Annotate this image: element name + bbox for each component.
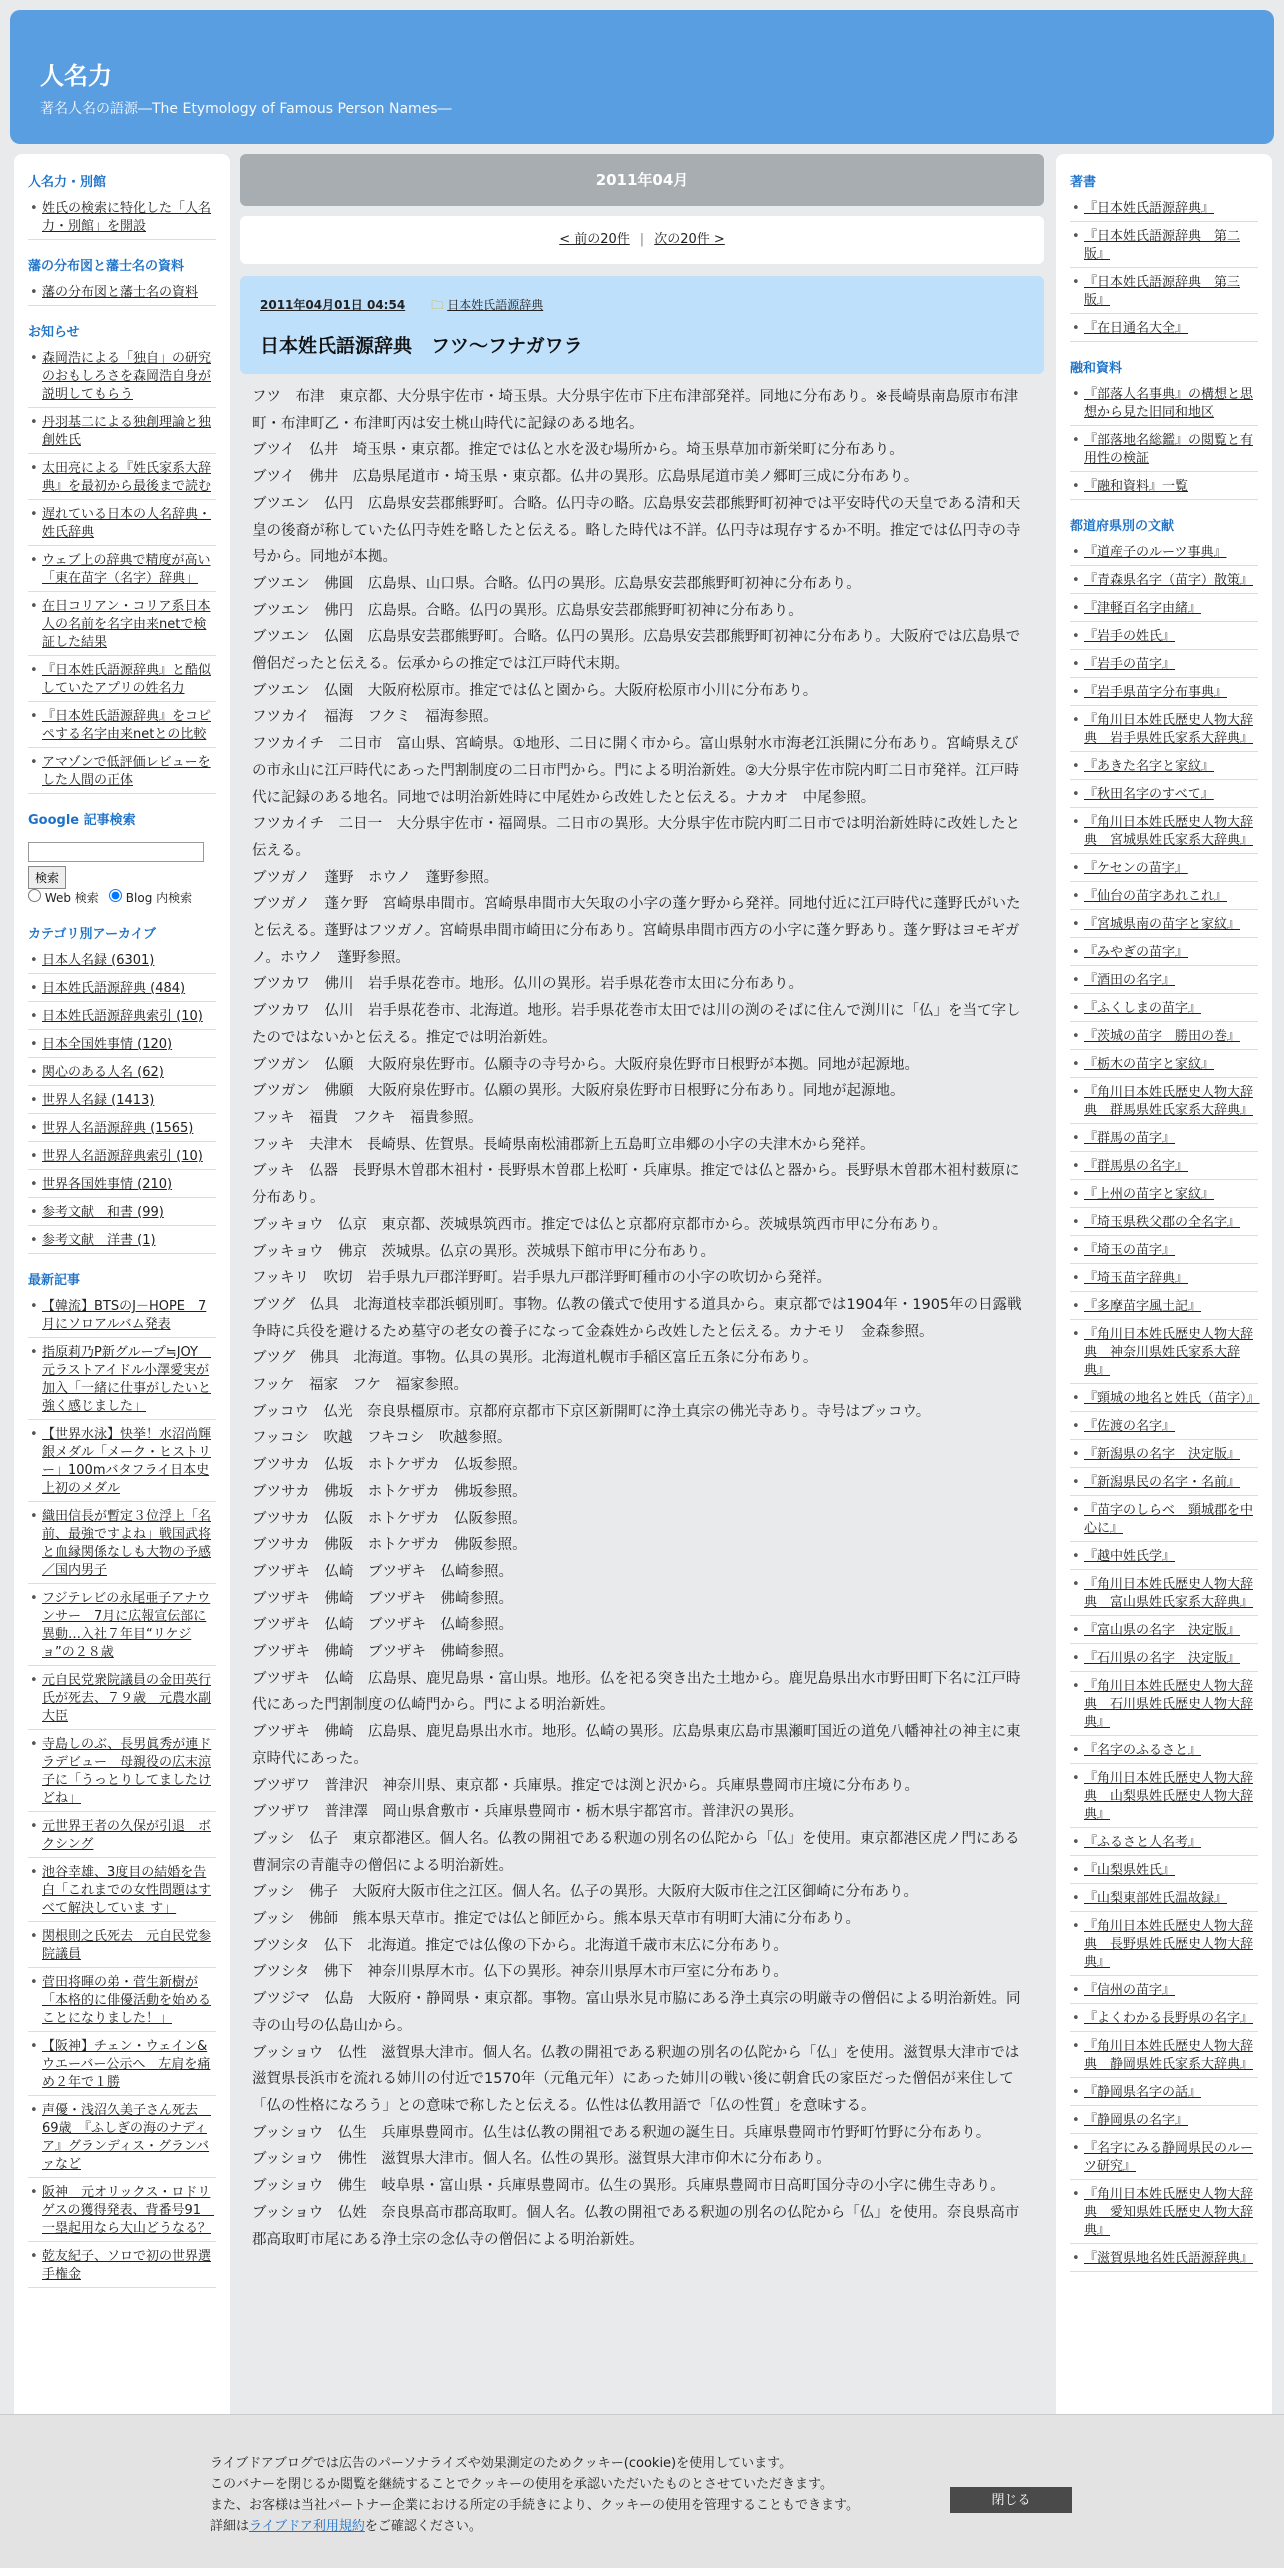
entry-paragraph: フッケ 福家 フケ 福家参照。 [252, 1377, 469, 1394]
sidebar-link[interactable]: 『角川日本姓氏歴史人物大辞典 宮城県姓氏家系大辞典』 [1084, 815, 1254, 848]
site-header [10, 10, 1274, 144]
list-item [28, 460, 216, 500]
sidebar-link[interactable]: 参考文献 洋書 (1) [42, 1233, 156, 1248]
entry-paragraph: フッキ 福貴 フクキ 福貴参照。 [252, 1109, 483, 1126]
list-item [1070, 1742, 1258, 1764]
sidebar-link[interactable]: 『角川日本姓氏歴史人物大辞典 静岡県姓氏家系大辞典』 [1084, 2039, 1254, 2072]
list-item [1070, 1130, 1258, 1152]
sidebar-link[interactable]: 『部落地名総鑑』の閲覧と有用性の検証 [1084, 433, 1254, 466]
list-item [28, 1036, 216, 1058]
sidebar-link[interactable]: 『仙台の苗字あれこれ』 [1084, 889, 1228, 904]
sidebar-link[interactable]: 日本人名録 (6301) [42, 953, 155, 968]
entry-paragraph: ブツイ 仏井 埼玉県・東京都。推定では仏と水を汲む場所から。埼玉県草加市新栄町に分布あり。 [252, 442, 904, 459]
sidebar-link[interactable]: 『頸城の地名と姓氏（苗字）』 [1084, 1391, 1260, 1406]
sidebar-link[interactable]: 『苗字のしらべ 頸城郡を中心に』 [1084, 1503, 1254, 1536]
list-item [28, 506, 216, 546]
sidebar-link[interactable]: 世界各国姓事情 (210) [42, 1177, 173, 1192]
entry-paragraph: ブツガン 仏願 大阪府泉佐野市。仏願寺の寺号から。大阪府泉佐野市日根野が本拠。同地が起源地。 [252, 1056, 919, 1073]
list-item [1070, 860, 1258, 882]
blog-search-radio[interactable]: Blog 内検索 [109, 891, 192, 905]
entry-paragraph: ブッシ 佛子 大阪府大阪市住之江区。個人名。仏子の異形。大阪府大阪市住之江区御崎に分布あり。 [252, 1884, 918, 1901]
section-heading: 藩の分布図と藩士名の資料 [28, 259, 185, 274]
terms-link[interactable]: ライブドア利用規約 [249, 2519, 365, 2534]
entry-paragraph: ブッショウ 仏姓 奈良県高市郡高取町。個人名。仏教の開祖である釈迦の別名の仏陀から「仏」を使用。奈良県高市郡高取町市尾にある浄土宗の念仏寺の僧侶による明治新姓。 [252, 2204, 1020, 2248]
sidebar-link[interactable]: 【阪神】チェン・ウェイン&ウエーバー公示へ 左肩を痛め２年で１勝 [42, 2039, 211, 2090]
entry-paragraph: ブッキョウ 仏京 東京都、茨城県筑西市。推定では仏と京都府京都市から。茨城県筑西市甲に分布あり。 [252, 1216, 947, 1233]
section-heading: カテゴリ別アーカイブ [28, 927, 157, 942]
sidebar-link[interactable]: フジテレビの永尾亜子アナウンサー 7月に広報宣伝部に異動…入社７年目“リケジョ”の２８歳 [42, 1591, 211, 1660]
section-heading: Google 記事検索 [28, 813, 136, 828]
sidebar-link[interactable]: 『新潟県民の名字・名前』 [1084, 1475, 1241, 1490]
sidebar-link[interactable]: 『越中姓氏学』 [1084, 1549, 1176, 1564]
list-item [1070, 1298, 1258, 1320]
sidebar-link[interactable]: 『宮城県南の苗字と家紋』 [1084, 917, 1241, 932]
list-item [1070, 1056, 1258, 1078]
sidebar-link[interactable]: 『道産子のルーツ事典』 [1084, 545, 1227, 560]
list-item [1070, 786, 1258, 808]
sidebar-link[interactable]: 『山梨東部姓氏温故録』 [1084, 1891, 1228, 1906]
list-item [1070, 758, 1258, 780]
list-item [1070, 2186, 1258, 2244]
list-item [1070, 1918, 1258, 1976]
sidebar-link[interactable]: 声優・浅沼久美子さん死去 69歳 『ふしぎの海のナディア』グランディス・グランバァなど [42, 2103, 212, 2172]
sidebar-link[interactable]: 『角川日本姓氏歴史人物大辞典 愛知県姓氏歴史人物大辞典』 [1084, 2187, 1254, 2238]
list-item [1070, 320, 1258, 342]
sidebar-link[interactable]: 『日本姓氏語源辞典』と酷似していたアプリの姓名力 [42, 663, 212, 696]
list-item [28, 1204, 216, 1226]
list-item [1070, 1650, 1258, 1672]
list-item [1070, 1502, 1258, 1542]
list-item [1070, 2084, 1258, 2106]
right-sidebar [1056, 154, 1272, 2568]
entry-paragraph: ブツイ 佛井 広島県尾道市・埼玉県・東京都。仏井の異形。広島県尾道市美ノ郷町三成に分布あり。 [252, 469, 919, 486]
sidebar-link[interactable]: 『青森県名字（苗字）散策』 [1084, 573, 1254, 588]
list-item [1070, 1474, 1258, 1496]
entry-paragraph: ブツエン 佛円 広島県。合略。仏円の異形。広島県安芸郡熊野町初神に分布あり。 [252, 602, 803, 619]
sidebar-link[interactable]: 『群馬の苗字』 [1084, 1131, 1176, 1146]
cookie-text: ライブドアブログでは広告のパーソナライズや効果測定のためクッキー(cookie)を使用しています。 [210, 2456, 793, 2471]
sidebar-link[interactable]: 関根則之氏死去 元自民党参院議員 [42, 1929, 212, 1962]
entry-paragraph: ブツジマ 仏島 大阪府・静岡県・東京都。事物。富山県氷見市脇にある浄土真宗の明厳寺の僧侶による明治新姓。同寺の山号の仏島山から。 [252, 1991, 1021, 2034]
entry-paragraph: フツカイ 福海 フクミ 福海参照。 [252, 709, 498, 726]
list-item [28, 1298, 216, 1338]
list-item [28, 1864, 216, 1922]
sidebar-link[interactable]: 【世界水泳】快挙！水沼尚輝銀メダル「メーク・ヒストリー」100mバタフライ日本史上初のメダル [42, 1427, 212, 1496]
sidebar-link[interactable]: 『よくわかる長野県の名字』 [1084, 2011, 1254, 2026]
link-list [28, 200, 216, 240]
entry-body [240, 384, 1044, 2253]
list-item [1070, 228, 1258, 268]
sidebar-link[interactable]: 関心のある人名 (62) [42, 1065, 164, 1080]
left-sidebar [14, 154, 230, 2568]
sidebar-link[interactable]: 『名字にみる静岡県民のルーツ研究』 [1084, 2141, 1254, 2174]
sidebar-link[interactable]: 『部落人名事典』の構想と思想から見た旧同和地区 [1084, 387, 1254, 420]
sidebar-link[interactable]: 菅田将暉の弟・菅生新樹が「本格的に俳優活動を始めることになりました！」 [42, 1975, 212, 2026]
link-list [1070, 200, 1258, 342]
entry-paragraph: ブッショウ 仏性 滋賀県大津市。個人名。仏教の開祖である釈迦の別名の仏陀から「仏」を使用。滋賀県大津市では滋賀県長浜市を流れる姉川の付近で1570年（元亀元年）にあった姉川の戦い後に朝倉氏の家臣だった僧侶が来住して「仏の性格になろう」との意味で称したと伝える。仏性は仏教用語で「仏の性質」を意味する。 [252, 2044, 1020, 2114]
section-heading: 著書 [1070, 175, 1097, 190]
sidebar-link[interactable]: 『信州の苗字』 [1084, 1983, 1176, 1998]
sidebar-link[interactable]: 『名字のふるさと』 [1084, 1743, 1202, 1758]
list-item [28, 1974, 216, 2032]
entry-paragraph: フッキ 夫津木 長崎県、佐賀県。長崎県南松浦郡新上五島町立串郷の小字の夫津木から発祥。 [252, 1136, 875, 1153]
list-item [28, 1590, 216, 1666]
list-item [1070, 888, 1258, 910]
sidebar-link[interactable]: 【韓流】BTSのJ－HOPE 7月にソロアルバム発表 [42, 1299, 207, 1332]
sidebar-link[interactable]: 『津軽百名字由緒』 [1084, 601, 1202, 616]
sidebar-link[interactable]: 森岡浩による「独自」の研究のおもしろさを森岡浩自身が説明してもらう [42, 351, 212, 402]
list-item [1070, 1622, 1258, 1644]
section-heading: 最新記事 [28, 1273, 81, 1288]
entry-paragraph: ブツザキ 仏崎 広島県、鹿児島県・富山県。地形。仏を祀る突き出た土地から。鹿児島県出水市野田町下名に江戸時代にあった門割制度の仏崎門から。門による明治新姓。 [252, 1670, 1021, 1714]
entry-paragraph: ブツグ 佛具 北海道。事物。仏具の異形。北海道札幌市手稲区富丘五条に分布あり。 [252, 1350, 818, 1367]
sidebar-link[interactable]: 『静岡県名字の話』 [1084, 2085, 1202, 2100]
list-item [1070, 916, 1258, 938]
entry-paragraph: ブツザキ 仏崎 ブツザキ 仏崎参照。 [252, 1563, 513, 1580]
list-item [1070, 544, 1258, 566]
sidebar-link[interactable]: 池谷幸雄、3度目の結婚を告白「これまでの女性問題はすべて解決していま す」 [42, 1865, 212, 1916]
sidebar-link[interactable]: 阪神 元オリックス・ロドリゲスの獲得発表、背番号91 一塁起用なら大山どうなる？ [42, 2185, 215, 2236]
entry-paragraph: ブツグ 仏具 北海道枝幸郡浜頓別町。事物。仏教の儀式で使用する道具から。東京都では1904年・1905年の日露戦争時に兵役を避けるため墓守の老女の養子になって金森姓から改姓したと伝える。カナモリ 金森参照。 [252, 1296, 1022, 1340]
entry-paragraph: フッコシ 吹越 フキコシ 吹越参照。 [252, 1430, 512, 1447]
sidebar-link[interactable]: 『岩手の姓氏』 [1084, 629, 1176, 644]
list-item [1070, 628, 1258, 650]
list-item [1070, 1158, 1258, 1180]
list-item [1070, 1028, 1258, 1050]
cookie-text: このバナーを閉じるか閲覧を継続することでクッキーの使用を承認いただいたものとさせていただきます。 [210, 2477, 833, 2492]
list-item [1070, 684, 1258, 706]
list-item [28, 1008, 216, 1030]
list-item [1070, 1000, 1258, 1022]
list-item [1070, 1446, 1258, 1468]
list-item [1070, 600, 1258, 622]
month-heading: 2011年04月 [240, 154, 1044, 206]
list-item [28, 598, 216, 656]
search-form [28, 838, 216, 908]
entry-paragraph: ブツエン 仏園 大阪府松原市。推定では仏と園から。大阪府松原市小川に分布あり。 [252, 682, 818, 699]
entry-paragraph: ブツシタ 佛下 神奈川県厚木市。仏下の異形。神奈川県厚木市戸室に分布あり。 [252, 1964, 788, 1981]
list-item [1070, 274, 1258, 314]
list-item [1070, 1890, 1258, 1912]
entry-category-link[interactable]: 日本姓氏語源辞典 [447, 298, 544, 312]
sidebar-link[interactable]: 『岩手の苗字』 [1084, 657, 1176, 672]
list-item [1070, 432, 1258, 472]
list-item [28, 1176, 216, 1198]
list-item [28, 200, 216, 240]
list-item [28, 1120, 216, 1142]
list-item [1070, 2010, 1258, 2032]
next-page-link[interactable]: 次の20件 > [654, 232, 725, 247]
sidebar-link[interactable]: 『角川日本姓氏歴史人物大辞典 群馬県姓氏家系大辞典』 [1084, 1085, 1254, 1118]
site-title[interactable]: 人名力 [40, 62, 112, 90]
sidebar-link[interactable]: 丹羽基二による独創理論と独創姓氏 [42, 415, 212, 448]
sidebar-link[interactable]: ウェブ上の辞典で精度が高い「東在苗字（名字）辞典」 [42, 553, 211, 586]
cookie-text: 詳細はライブドア利用規約をご確認ください。 [210, 2519, 482, 2534]
section-heading: お知らせ [28, 325, 80, 340]
sidebar-link[interactable]: 藩の分布図と藩士名の資料 [42, 285, 199, 300]
sidebar-link[interactable]: アマゾンで低評価レビューをした人間の正体 [42, 755, 211, 788]
entry-paragraph: ブツエン 佛圓 広島県、山口県。合略。仏円の異形。広島県安芸郡熊野町初神に分布あり。 [252, 575, 861, 592]
sidebar-link[interactable]: 元世界王者の久保が引退 ボクシング [42, 1819, 212, 1852]
list-item [1070, 2140, 1258, 2180]
sidebar-link[interactable]: 寺島しのぶ、長男眞秀が連ドラデビュー 母親役の広末涼子に「うっとりしてましたけどね」 [42, 1737, 212, 1806]
list-item [1070, 1862, 1258, 1884]
list-item [28, 1736, 216, 1812]
sidebar-link[interactable]: 『角川日本姓氏歴史人物大辞典 神奈川県姓氏家系大辞典』 [1084, 1327, 1254, 1378]
sidebar-link[interactable]: 『角川日本姓氏歴史人物大辞典 石川県姓氏歴史人物大辞典』 [1084, 1679, 1254, 1730]
entry-title: 日本姓氏語源辞典 フツ～フナガワラ [260, 335, 583, 357]
sidebar-link[interactable]: 『埼玉苗字辞典』 [1084, 1271, 1189, 1286]
sidebar-link[interactable]: 世界人名録 (1413) [42, 1093, 155, 1108]
pager: < 前の20件 | 次の20件 > [240, 216, 1044, 264]
list-item [28, 662, 216, 702]
entry-paragraph: ブツサカ 仏阪 ホトケザカ 仏阪参照。 [252, 1510, 527, 1527]
sidebar-link[interactable]: 『ケセンの苗字』 [1084, 861, 1188, 876]
sidebar-link[interactable]: 参考文献 和書 (99) [42, 1205, 164, 1220]
sidebar-link[interactable]: 『角川日本姓氏歴史人物大辞典 長野県姓氏歴史人物大辞典』 [1084, 1919, 1254, 1970]
sidebar-link[interactable]: 『角川日本姓氏歴史人物大辞典 山梨県姓氏歴史人物大辞典』 [1084, 1771, 1254, 1822]
sidebar-link[interactable]: 日本姓氏語源辞典索引 (10) [42, 1009, 203, 1024]
prev-page-link[interactable]: < 前の20件 [559, 232, 630, 247]
sidebar-link[interactable]: 世界人名語源辞典 (1565) [42, 1121, 194, 1136]
list-item [1070, 200, 1258, 222]
sidebar-link[interactable]: 『埼玉の苗字』 [1084, 1243, 1176, 1258]
entry-paragraph: ブツサカ 仏坂 ホトケザカ 仏坂参照。 [252, 1457, 527, 1474]
sidebar-link[interactable]: 『新潟県の名字 決定版』 [1084, 1447, 1241, 1462]
entry-paragraph: ブッシ 仏子 東京都港区。個人名。仏教の開祖である釈迦の別名の仏陀から「仏」を使用。東京都港区虎ノ門にある曹洞宗の青龍寺の僧侶による明治新姓。 [252, 1830, 1020, 1874]
sidebar-link[interactable]: 『融和資料』一覧 [1084, 479, 1189, 494]
entry-paragraph: ブツサカ 佛坂 ホトケザカ 佛坂参照。 [252, 1483, 527, 1500]
entry-paragraph: ブツエン 仏円 広島県安芸郡熊野町。合略。仏円寺の略。広島県安芸郡熊野町初神では平安時代の天皇である清和天皇の後裔が称していた仏円寺姓を略したと伝える。略した時代は不詳。仏円寺は現存するか不明。推定では仏円寺の寺号から。同地が本拠。 [252, 495, 1021, 566]
list-item [1070, 2250, 1258, 2272]
list-item [28, 1148, 216, 1170]
sidebar-link[interactable]: 『角川日本姓氏歴史人物大辞典 富山県姓氏家系大辞典』 [1084, 1577, 1254, 1610]
sidebar-link[interactable]: 『石川県の名字 決定版』 [1084, 1651, 1241, 1666]
list-item [28, 1928, 216, 1968]
list-item [28, 1818, 216, 1858]
list-item [28, 1064, 216, 1086]
list-item [28, 414, 216, 454]
sidebar-link[interactable]: 『ふるさと人名考』 [1084, 1835, 1202, 1850]
entry-paragraph: ブツザキ 仏崎 ブツザキ 仏崎参照。 [252, 1617, 513, 1634]
entry-paragraph: ブツザキ 佛崎 広島県、鹿児島県出水市。地形。仏崎の異形。広島県東広島市黒瀬町国近の道免八幡神社の神主に東京時代にあった。 [252, 1724, 1021, 1767]
list-item [28, 2038, 216, 2096]
entry-paragraph: ブツカワ 仏川 岩手県花巻市、北海道。地形。岩手県花巻市太田では川の渕のそばに住んで渕川に「仏」を当て字したのではないかと伝える。推定では明治新姓。 [252, 1003, 1021, 1046]
entry-paragraph: ブツザワ 普津澤 岡山県倉敷市・兵庫県豊岡市・栃木県宇都宮市。普津沢の異形。 [252, 1804, 803, 1821]
entry-paragraph: ブツシタ 仏下 北海道。推定では仏像の下から。北海道千歳市末広に分布あり。 [252, 1937, 788, 1954]
entry-paragraph: フツカイチ 二日一 大分県宇佐市・福岡県。二日市の異形。大分県宇佐市院内町二日市では明治新姓時に改姓したと伝える。 [252, 816, 1021, 859]
sidebar-link[interactable]: 乾友紀子、ソロで初の世界選手権金 [42, 2249, 212, 2282]
list-item [1070, 2038, 1258, 2078]
sidebar-link[interactable]: 『栃木の苗字と家紋』 [1084, 1057, 1215, 1072]
sidebar-link[interactable]: 日本全国姓事情 (120) [42, 1037, 173, 1052]
section-heading: 融和資料 [1070, 361, 1123, 376]
list-item [1070, 1326, 1258, 1384]
entry-paragraph: ブツエン 仏園 広島県安芸郡熊野町。合略。仏円の異形。広島県安芸郡熊野町初神に分布あり。大阪府では広島県で僧侶だったと伝える。伝承からの推定では江戸時代末期。 [252, 629, 1021, 673]
web-search-radio[interactable]: Web 検索 [28, 891, 99, 905]
cookie-text: また、お客様は当社パートナー企業における所定の手続きにより、クッキーの使用を管理することもできます。 [210, 2498, 859, 2513]
list-item [1070, 972, 1258, 994]
folder-icon: 🗀 [431, 298, 444, 312]
sidebar-link[interactable]: 『みやぎの苗字』 [1084, 945, 1189, 960]
category-list [28, 952, 216, 1254]
sidebar-link[interactable]: 姓氏の検索に特化した「人名力・別館」を開設 [42, 201, 212, 234]
entry-paragraph: ブツザワ 普津沢 神奈川県、東京都・兵庫県。推定では渕と沢から。兵庫県豊岡市庄境に分布あり。 [252, 1777, 919, 1794]
recent-articles-list [28, 1298, 216, 2288]
list-item [1070, 1770, 1258, 1828]
sidebar-link[interactable]: 『日本姓氏語源辞典 第三版』 [1084, 275, 1241, 308]
entry-header [240, 276, 1044, 374]
list-item [28, 2102, 216, 2178]
list-item [28, 284, 216, 306]
list-item [28, 1672, 216, 1730]
list-item [28, 1508, 216, 1584]
list-item [28, 1232, 216, 1254]
link-list [1070, 386, 1258, 500]
sidebar-link[interactable]: 『山梨県姓氏』 [1084, 1863, 1176, 1878]
cookie-banner [0, 2414, 1284, 2568]
sidebar-link[interactable]: 世界人名語源辞典索引 (10) [42, 1149, 203, 1164]
sidebar-link[interactable]: 『在日通名大全』 [1084, 321, 1189, 336]
section-heading: 都道府県別の文献 [1070, 519, 1175, 534]
sidebar-link[interactable]: 『佐渡の名字』 [1084, 1419, 1176, 1434]
sidebar-link[interactable]: 『秋田名字のすべて』 [1084, 787, 1214, 802]
entry-paragraph: ブツカワ 佛川 岩手県花巻市。地形。仏川の異形。岩手県花巻市太田に分布あり。 [252, 976, 803, 993]
list-item [28, 708, 216, 748]
sidebar-link[interactable]: 『日本姓氏語源辞典』をコピペする名字由来netとの比較 [42, 709, 212, 742]
list-item [1070, 1270, 1258, 1292]
sidebar-link[interactable]: 『日本姓氏語源辞典 第二版』 [1084, 229, 1241, 262]
entry-paragraph: ブツガン 佛願 大阪府泉佐野市。仏願の異形。大阪府泉佐野市日根野に分布あり。同地が起源地。 [252, 1083, 905, 1100]
entry-date-link[interactable]: 2011年04月01日 04:54 [260, 298, 406, 312]
entry-paragraph: フツカイチ 二日市 富山県、宮崎県。①地形、二日に開く市から。富山県射水市海老江浜開に分布あり。宮崎県えびの市永山に江戸時代にあった門割制度の二日市門から。門による明治新姓。②大分県宇佐市院内町二日市発祥。江戸時代に記録のある地名。同地では明治新姓時に中尾姓から改姓したと伝える。ナカオ 中尾参照。 [252, 736, 1019, 806]
sidebar-link[interactable]: 在日コリアン・コリア系日本人の名前を名字由来netで検証した結果 [42, 599, 211, 650]
list-item [28, 1344, 216, 1420]
sidebar-link[interactable]: 『酒田の名字』 [1084, 973, 1176, 988]
entry-paragraph: ブッシ 佛師 熊本県天草市。推定では仏と師匠から。熊本県天草市有明町大浦に分布あり。 [252, 1911, 860, 1928]
sidebar-link[interactable]: 『角川日本姓氏歴史人物大辞典 岩手県姓氏家系大辞典』 [1084, 713, 1254, 746]
list-item [1070, 1418, 1258, 1440]
list-item [28, 350, 216, 408]
list-item [1070, 1390, 1258, 1412]
list-item [1070, 1214, 1258, 1236]
list-item [1070, 944, 1258, 966]
list-item [28, 1092, 216, 1114]
section-heading: 人名力・別館 [28, 175, 107, 190]
entry-paragraph: ブッショウ 佛生 岐阜県・富山県・兵庫県豊岡市。仏生の異形。兵庫県豊岡市日高町国分寺の小字に佛生寺あり。 [252, 2178, 1005, 2195]
list-item [28, 552, 216, 592]
sidebar-link[interactable]: 指原莉乃P新グループ≒JOY 元ラストアイドル小澤愛実が加入「一緒に仕事がしたいと強く感じました」 [42, 1345, 212, 1414]
close-cookie-button[interactable]: 閉じる [950, 2487, 1072, 2513]
entry-paragraph: ブッコウ 仏光 奈良県橿原市。京都府京都市下京区新開町に浄土真宗の佛光寺あり。寺号はブッコウ。 [252, 1403, 931, 1420]
list-item [1070, 1084, 1258, 1124]
list-item [28, 1426, 216, 1502]
entry-paragraph: フッキリ 吹切 岩手県九戸郡洋野町。岩手県九戸郡洋野町種市の小字の吹切から発祥。 [252, 1270, 831, 1287]
entry-paragraph: ブツザキ 佛崎 ブツザキ 佛崎参照。 [252, 1590, 513, 1607]
list-item [1070, 478, 1258, 500]
sidebar-link[interactable]: 『上州の苗字と家紋』 [1084, 1187, 1215, 1202]
sidebar-link[interactable]: 『群馬県の名字』 [1084, 1159, 1189, 1174]
sidebar-link[interactable]: 遅れている日本の人名辞典・姓氏辞典 [42, 507, 212, 540]
list-item [28, 2248, 216, 2288]
entry-paragraph: ブッショウ 佛性 滋賀県大津市。個人名。仏性の異形。滋賀県大津市仰木に分布あり。 [252, 2151, 831, 2168]
list-item [1070, 1548, 1258, 1570]
list-item [28, 754, 216, 794]
list-item [1070, 1186, 1258, 1208]
sidebar-link[interactable]: 『岩手県苗字分布事典』 [1084, 685, 1228, 700]
sidebar-link[interactable]: 日本姓氏語源辞典 (484) [42, 981, 186, 996]
entry-paragraph: ブッショウ 仏生 兵庫県豊岡市。仏生は仏教の開祖である釈迦の誕生日。兵庫県豊岡市竹野町竹野に分布あり。 [252, 2124, 991, 2141]
sidebar-link[interactable]: 『埼玉県秩父郡の全名字』 [1084, 1215, 1241, 1230]
list-item [1070, 814, 1258, 854]
sidebar-link[interactable]: 『茨城の苗字 勝田の巻』 [1084, 1029, 1241, 1044]
sidebar-link[interactable]: 『多摩苗字風土記』 [1084, 1299, 1202, 1314]
list-item [1070, 712, 1258, 752]
sidebar-link[interactable]: 『静岡県の名字』 [1084, 2113, 1189, 2128]
list-item [28, 952, 216, 974]
entry-paragraph: ブツサカ 佛阪 ホトケザカ 佛阪参照。 [252, 1537, 527, 1554]
sidebar-link[interactable]: 『あきた名字と家紋』 [1084, 759, 1215, 774]
entry-paragraph: ブツガノ 蓬野 ホウノ 蓬野参照。 [252, 869, 499, 886]
entry-paragraph: ブツザキ 佛崎 ブツザキ 佛崎参照。 [252, 1644, 513, 1661]
list-item [28, 2184, 216, 2242]
sidebar-link[interactable]: 太田亮による『姓氏家系大辞典』を最初から最後まで読む [42, 461, 212, 494]
entry-paragraph: ブツガノ 蓬ケ野 宮崎県串間市。宮崎県串間市大矢取の小字の蓬ケ野から発祥。同地付近に江戸時代に蓬野氏がいたと伝える。蓬野はフツガノ。宮崎県串間市崎田に分布あり。宮崎県串間市西方の小字に蓬ケ野あり。蓬ケ野はヨモギガノ。ホウノ 蓬野参照。 [252, 896, 1021, 966]
list-item [1070, 1242, 1258, 1264]
list-item [1070, 1834, 1258, 1856]
list-item [1070, 1576, 1258, 1616]
site-subtitle: 著名人名の語源―The Etymology of Famous Person Names― [40, 101, 452, 117]
list-item [1070, 1678, 1258, 1736]
link-list [28, 350, 216, 794]
list-item [1070, 2112, 1258, 2134]
main-content [240, 154, 1044, 2253]
list-item [1070, 572, 1258, 594]
search-button[interactable]: 検索 [28, 866, 66, 889]
sidebar-link[interactable]: 『富山県の名字 決定版』 [1084, 1623, 1241, 1638]
sidebar-link[interactable]: 『滋賀県地名姓氏語源辞典』 [1084, 2251, 1254, 2266]
list-item [1070, 656, 1258, 678]
entry-paragraph: ブッキョウ 佛京 茨城県。仏京の異形。茨城県下館市甲に分布あり。 [252, 1243, 715, 1260]
list-item [28, 980, 216, 1002]
list-item [1070, 386, 1258, 426]
entry-paragraph: フツ 布津 東京都、大分県宇佐市・埼玉県。大分県宇佐市下庄布津部発祥。同地に分布あり。※長崎県南島原市布津町・布津町乙・布津町丙は安土桃山時代に記録のある地名。 [252, 389, 1019, 432]
entry-paragraph: ブッキ 仏器 長野県木曽郡木祖村・長野県木曽郡上松町・兵庫県。推定では仏と器から。長野県木曽郡木祖村薮原に分布あり。 [252, 1163, 1020, 1207]
list-item [1070, 1982, 1258, 2004]
sidebar-link[interactable]: 『ふくしまの苗字』 [1084, 1001, 1202, 1016]
search-input[interactable] [28, 842, 204, 862]
sidebar-link[interactable]: 『日本姓氏語源辞典』 [1084, 201, 1215, 216]
link-list [28, 284, 216, 306]
sidebar-link[interactable]: 元自民党衆院議員の金田英行氏が死去、７９歳 元農水副大臣 [42, 1673, 212, 1724]
link-list [1070, 544, 1258, 2272]
sidebar-link[interactable]: 織田信長が暫定３位浮上「名前、最強ですよね」戦国武将と血縁関係なしも大物の予感／国内男子 [42, 1509, 212, 1578]
